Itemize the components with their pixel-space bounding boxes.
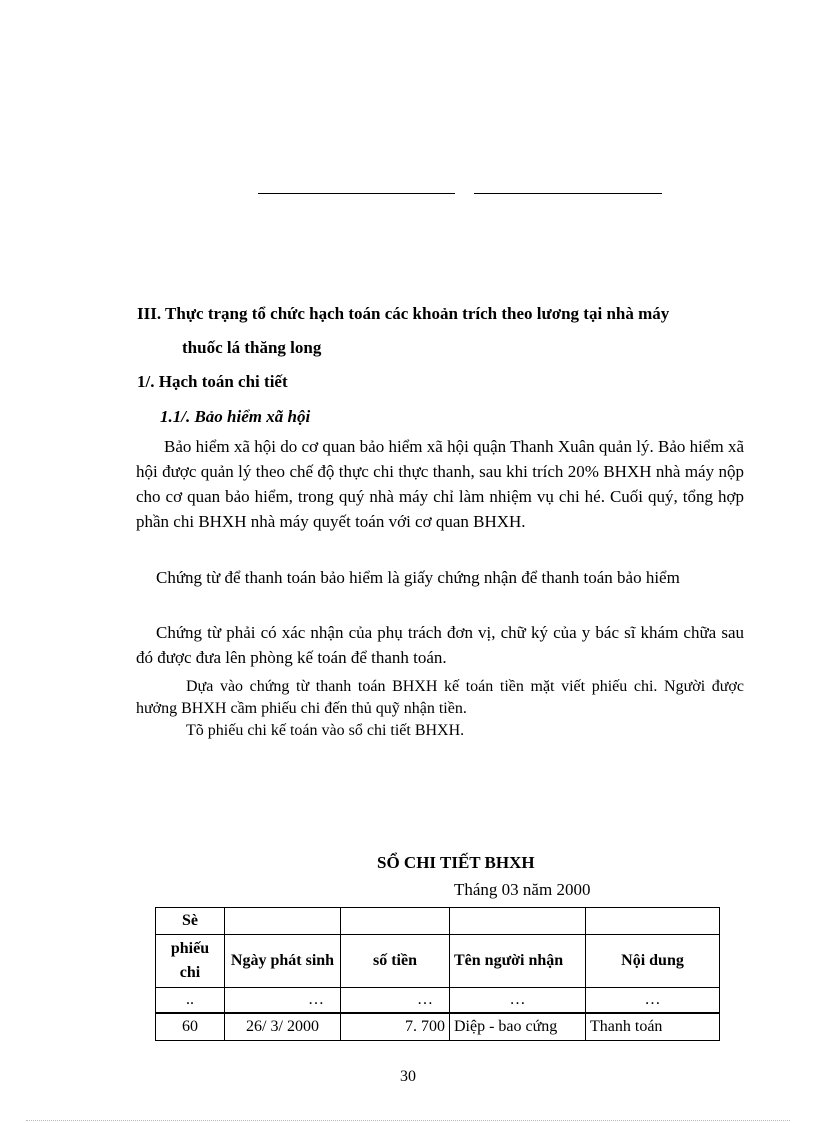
table-row bbox=[156, 1013, 720, 1041]
header-num: phiếu chi bbox=[156, 935, 225, 988]
header-recipient: Tên người nhận bbox=[450, 935, 586, 988]
cell-date: 26/ 3/ 2000 bbox=[225, 1013, 341, 1041]
heading-line-2: thuốc lá thăng long bbox=[182, 338, 322, 357]
header-recipient-top bbox=[450, 908, 586, 935]
cell-recipient: Diệp - bao cứng bbox=[450, 1013, 586, 1041]
section-heading bbox=[137, 297, 747, 365]
ledger-table bbox=[155, 907, 720, 1041]
paragraph-3: Chứng từ phải có xác nhận của phụ trách đơn vị, chữ ký của y bác sĩ khám chữa sau đó được đưa lên phòng kế toán để thanh toán. bbox=[136, 623, 744, 667]
header-date-top bbox=[225, 908, 341, 935]
subsection-title: 1/. Hạch toán chi tiết bbox=[137, 372, 288, 391]
table-row-placeholder bbox=[156, 988, 720, 1014]
paragraph-5: Tõ phiếu chi kế toán vào sổ chi tiết BHXH. bbox=[186, 722, 465, 739]
ledger-period: Tháng 03 năm 2000 bbox=[454, 880, 591, 899]
header-content: Nội dung bbox=[586, 935, 720, 988]
table-header-top-row bbox=[156, 908, 720, 935]
ledger-title: SỔ CHI TIẾT BHXH bbox=[377, 853, 535, 872]
table-header-row bbox=[156, 935, 720, 988]
header-num-top: Sè bbox=[156, 908, 225, 935]
cell-num: 60 bbox=[156, 1013, 225, 1041]
header-content-top bbox=[586, 908, 720, 935]
subsection-subtitle: 1.1/. Bảo hiểm xã hội bbox=[160, 407, 311, 426]
cell-amount: 7. 700 bbox=[341, 1013, 450, 1041]
header-amount: số tiền bbox=[341, 935, 450, 988]
page-bottom-divider bbox=[26, 1120, 790, 1121]
cell-recipient: … bbox=[450, 988, 586, 1014]
cell-amount: … bbox=[341, 988, 450, 1014]
cell-content: Thanh toán bbox=[586, 1013, 720, 1041]
cell-content: … bbox=[586, 988, 720, 1014]
paragraph-4: Dựa vào chứng từ thanh toán BHXH kế toán tiền mặt viết phiếu chi. Người được hưởng BHXH cầm phiếu chi đến thủ quỹ nhận tiền. bbox=[136, 678, 744, 717]
paragraph-2: Chứng từ để thanh toán bảo hiểm là giấy chứng nhận để thanh toán bảo hiểm bbox=[156, 568, 680, 587]
blank-line-right bbox=[474, 193, 662, 194]
header-amount-top bbox=[341, 908, 450, 935]
cell-num: .. bbox=[156, 988, 225, 1014]
blank-line-left bbox=[258, 193, 455, 194]
paragraph-1: Bảo hiểm xã hội do cơ quan bảo hiểm xã hội quận Thanh Xuân quản lý. Bảo hiểm xã hội được quản lý theo chế độ thực chi thực thanh, sau khi trích 20% BHXH nhà máy nộp cho cơ quan bảo hiểm, trong quý nhà máy chỉ làm nhiệm vụ chi hé. Cuối quý, tổng hợp phần chi BHXH nhà máy quyết toán với cơ quan BHXH. bbox=[136, 437, 744, 531]
header-date: Ngày phát sinh bbox=[225, 935, 341, 988]
heading-line-1: III. Thực trạng tổ chức hạch toán các khoản trích theo lương tại nhà máy bbox=[137, 304, 670, 323]
page-number: 30 bbox=[400, 1068, 416, 1085]
cell-date: … bbox=[225, 988, 341, 1014]
